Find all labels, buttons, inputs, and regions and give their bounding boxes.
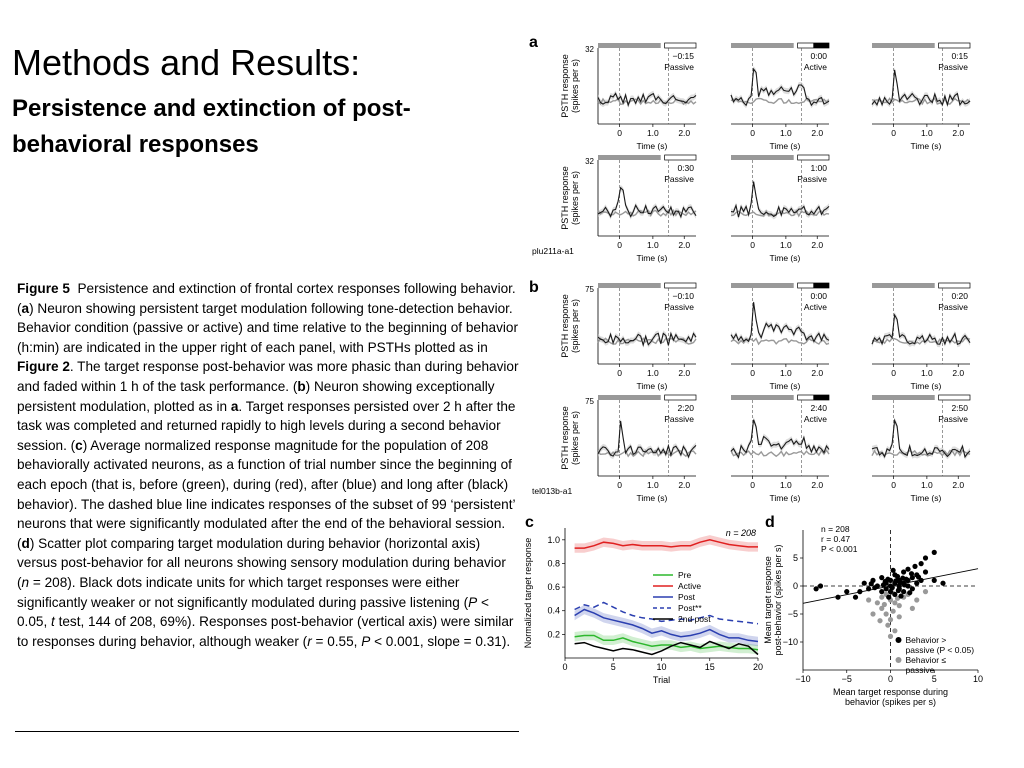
d-point bbox=[902, 582, 907, 587]
d-legend-label-line: passive (P < 0.05) bbox=[905, 645, 975, 655]
x-tick-label: 0 bbox=[617, 368, 622, 378]
x-tick-label: 2.0 bbox=[678, 368, 691, 378]
d-point bbox=[853, 595, 858, 600]
caption-run: ) Average normalized response magnitude for the population of 208 behaviorally activated neurons, as a function of trial number since the beginning of each epoch (that is, before (green), during (red), after (blue) and long after (black) behavior). The dashed blue line indicates responses of the subset of 99 ‘persistent’ neurons that were significantly modulated after the end of the behavioral session. ( bbox=[17, 437, 515, 551]
d-point bbox=[814, 586, 819, 591]
y-axis-label-line: (spikes per s) bbox=[570, 298, 580, 354]
epoch-time-label: −0:10 bbox=[672, 291, 694, 301]
x-axis-label: Time (s) bbox=[636, 253, 668, 263]
d-point bbox=[916, 574, 921, 579]
x-tick-label: 0 bbox=[891, 368, 896, 378]
psth-panel bbox=[560, 395, 696, 503]
panel-d bbox=[763, 514, 983, 707]
x-axis-label: Time (s) bbox=[769, 253, 801, 263]
x-tick-label: 0 bbox=[750, 480, 755, 490]
d-point bbox=[872, 585, 877, 590]
response-window-bar bbox=[798, 155, 829, 160]
active-marker bbox=[813, 43, 829, 48]
caption-run: b bbox=[297, 378, 306, 394]
d-legend-label bbox=[906, 635, 975, 655]
unit-id-b: tel013b-a1 bbox=[532, 486, 573, 496]
x-tick-label: 2.0 bbox=[811, 368, 824, 378]
caption-run: < 0.05, bbox=[17, 594, 489, 630]
c-annotation: n = 208 bbox=[725, 528, 756, 538]
caption-run: P bbox=[468, 594, 478, 610]
d-annotation: r = 0.47 bbox=[821, 534, 851, 544]
d-point bbox=[891, 609, 896, 614]
x-tick-label: 0 bbox=[750, 368, 755, 378]
x-axis-label: Time (s) bbox=[910, 141, 942, 151]
d-point bbox=[882, 602, 887, 607]
d-point bbox=[895, 574, 900, 579]
epoch-time-label: 2:50 bbox=[951, 403, 968, 413]
slide-title: Methods and Results: bbox=[12, 42, 361, 83]
d-point bbox=[879, 589, 884, 594]
d-annotation: P < 0.001 bbox=[821, 544, 858, 554]
y-axis-label-line: (spikes per s) bbox=[570, 170, 580, 226]
d-point bbox=[901, 569, 906, 574]
active-marker bbox=[813, 283, 829, 288]
panel-letter-d: d bbox=[765, 514, 775, 531]
caption-run: ) Neuron showing persistent target modulation following tone-detection behavior. Behavior condition (passive or active) and time relative to the beginning of behavior (h:min) are indicated in the upper right of each panel, with PSTHs plotted as in bbox=[17, 300, 518, 355]
condition-label: Passive bbox=[664, 62, 694, 72]
c-legend-label: Post** bbox=[678, 603, 702, 613]
stimulus-bar bbox=[872, 43, 935, 48]
d-y-tick-label: 5 bbox=[792, 553, 798, 563]
x-tick-label: 2.0 bbox=[678, 480, 691, 490]
stimulus-bar bbox=[872, 283, 935, 288]
caption-run: ) Scatter plot comparing target modulation during behavior (horizontal axis) versus post-behavior for all neurons showing sensory modulation during behavior ( bbox=[17, 535, 506, 590]
y-axis-label-line: (spikes per s) bbox=[570, 410, 580, 466]
d-legend-marker bbox=[896, 657, 902, 663]
x-tick-label: 1.0 bbox=[779, 480, 792, 490]
y-axis-label-line: PSTH response bbox=[560, 54, 570, 118]
panel-c bbox=[523, 514, 763, 685]
x-axis-label: Time (s) bbox=[636, 493, 668, 503]
d-point bbox=[862, 581, 867, 586]
condition-label: Passive bbox=[797, 174, 827, 184]
c-y-tick-label: 1.0 bbox=[547, 534, 560, 545]
d-point bbox=[857, 589, 862, 594]
psth-panel bbox=[560, 43, 696, 151]
y-axis-label bbox=[560, 166, 580, 230]
stimulus-bar bbox=[731, 43, 794, 48]
x-tick-label: 0 bbox=[617, 240, 622, 250]
response-window-bar bbox=[939, 43, 970, 48]
c-y-tick-label: 0.8 bbox=[547, 558, 560, 569]
x-tick-label: 0 bbox=[617, 480, 622, 490]
condition-label: Passive bbox=[664, 302, 694, 312]
y-axis-label-line: (spikes per s) bbox=[570, 58, 580, 114]
panel-letter-a: a bbox=[529, 34, 538, 51]
d-y-axis-label bbox=[763, 544, 783, 655]
d-y-tick-label: −10 bbox=[782, 637, 798, 647]
x-tick-label: 2.0 bbox=[952, 128, 965, 138]
c-x-axis-label: Trial bbox=[652, 675, 671, 685]
figure-label: Figure 5 bbox=[17, 281, 70, 296]
x-axis-label: Time (s) bbox=[910, 381, 942, 391]
stimulus-bar bbox=[731, 395, 794, 400]
d-point bbox=[879, 595, 884, 600]
y-axis-label-line: PSTH response bbox=[560, 166, 570, 230]
x-axis-label: Time (s) bbox=[636, 141, 668, 151]
caption-run: r bbox=[307, 633, 312, 649]
d-point bbox=[869, 581, 874, 586]
epoch-time-label: 0:20 bbox=[951, 291, 968, 301]
condition-label: Passive bbox=[938, 62, 968, 72]
x-tick-label: 2.0 bbox=[678, 128, 691, 138]
x-tick-label: 2.0 bbox=[811, 128, 824, 138]
x-tick-label: 1.0 bbox=[646, 480, 659, 490]
c-y-tick-label: 0.4 bbox=[547, 605, 560, 616]
d-legend-label-line: Behavior > bbox=[905, 635, 947, 645]
d-point bbox=[940, 581, 945, 586]
stimulus-bar bbox=[598, 283, 661, 288]
x-tick-label: 0 bbox=[750, 128, 755, 138]
condition-label: Active bbox=[803, 302, 827, 312]
caption-run: c bbox=[75, 437, 83, 453]
d-point bbox=[919, 561, 924, 566]
stimulus-bar bbox=[731, 283, 794, 288]
psth-panel bbox=[731, 283, 829, 391]
d-point bbox=[923, 569, 928, 574]
d-x-tick-label: 5 bbox=[931, 674, 937, 684]
d-x-axis-label-line: Mean target response during bbox=[832, 687, 949, 697]
d-y-tick-label: −5 bbox=[787, 609, 798, 619]
d-point bbox=[912, 564, 917, 569]
condition-label: Passive bbox=[664, 174, 694, 184]
x-tick-label: 0 bbox=[750, 240, 755, 250]
d-point bbox=[914, 597, 919, 602]
x-tick-label: 1.0 bbox=[779, 240, 792, 250]
d-point bbox=[896, 588, 901, 593]
d-point bbox=[879, 575, 884, 580]
y-axis-label-line: PSTH response bbox=[560, 294, 570, 358]
caption-run: = 208). Black dots indicate units for which target responses were either significantly weaker or not significantly modulated during passive listening ( bbox=[17, 574, 469, 610]
d-point bbox=[870, 611, 875, 616]
response-window-bar bbox=[665, 43, 696, 48]
psth-panel bbox=[731, 395, 829, 503]
caption-run: test, 144 of 208, 69%). Responses post-behavior (vertical axis) were similar to responses during behavior, although weaker ( bbox=[17, 614, 514, 649]
epoch-time-label: 0:00 bbox=[810, 291, 827, 301]
y-axis-label-line: PSTH response bbox=[560, 406, 570, 470]
d-legend-label-line: Behavior ≤ bbox=[905, 655, 947, 665]
y-axis-label bbox=[560, 294, 580, 358]
d-y-axis-label-line: post-behavior (spikes per s) bbox=[773, 544, 783, 656]
d-legend-label bbox=[906, 655, 947, 675]
d-point bbox=[888, 634, 893, 639]
y-tick-label: 32 bbox=[585, 45, 594, 54]
d-point bbox=[932, 550, 937, 555]
response-window-bar bbox=[665, 283, 696, 288]
d-point bbox=[891, 568, 896, 573]
d-point bbox=[897, 614, 902, 619]
d-point bbox=[892, 600, 897, 605]
x-axis-label: Time (s) bbox=[910, 493, 942, 503]
psth-panel bbox=[731, 155, 829, 263]
caption-run: Figure 2 bbox=[17, 359, 70, 375]
d-point bbox=[923, 555, 928, 560]
condition-label: Passive bbox=[938, 414, 968, 424]
response-window-bar bbox=[939, 283, 970, 288]
caption-run: ) Neuron showing exceptionally persistent modulation, plotted as in bbox=[17, 378, 495, 414]
epoch-time-label: −0:15 bbox=[672, 51, 694, 61]
x-tick-label: 2.0 bbox=[811, 240, 824, 250]
d-point bbox=[892, 592, 897, 597]
stimulus-bar bbox=[872, 395, 935, 400]
d-point bbox=[818, 583, 823, 588]
caption-run: t bbox=[51, 614, 55, 630]
x-tick-label: 2.0 bbox=[811, 480, 824, 490]
psth-panel bbox=[560, 283, 696, 391]
x-tick-label: 2.0 bbox=[952, 480, 965, 490]
d-point bbox=[866, 597, 871, 602]
x-tick-label: 1.0 bbox=[779, 368, 792, 378]
c-y-axis-label: Normalized target response bbox=[523, 537, 533, 649]
response-window-bar bbox=[939, 395, 970, 400]
y-tick-label: 32 bbox=[585, 157, 594, 166]
d-y-axis-label-line: Mean target response bbox=[763, 556, 773, 644]
condition-label: Active bbox=[803, 414, 827, 424]
c-x-tick-label: 15 bbox=[704, 662, 715, 672]
caption-run: . Target responses persisted over 2 h after the task was completed and returned rapidly to high levels during a second behavior session. ( bbox=[17, 398, 516, 453]
d-point bbox=[909, 571, 914, 576]
caption-run: = 0.55, bbox=[311, 633, 362, 649]
caption-run: ( bbox=[17, 300, 22, 316]
d-point bbox=[907, 590, 912, 595]
condition-label: Active bbox=[803, 62, 827, 72]
y-tick-label: 75 bbox=[585, 285, 594, 294]
c-x-tick-label: 10 bbox=[656, 662, 667, 672]
stimulus-bar bbox=[598, 155, 661, 160]
psth-panel bbox=[731, 43, 829, 151]
d-point bbox=[875, 600, 880, 605]
d-x-tick-label: 10 bbox=[972, 674, 984, 684]
d-point bbox=[923, 589, 928, 594]
x-tick-label: 1.0 bbox=[646, 368, 659, 378]
caption-run: d bbox=[21, 535, 30, 551]
epoch-time-label: 0:30 bbox=[677, 163, 694, 173]
d-point bbox=[885, 623, 890, 628]
d-point bbox=[905, 567, 910, 572]
psth-panel bbox=[560, 155, 696, 263]
d-point bbox=[888, 617, 893, 622]
c-legend-label: 2nd post bbox=[678, 614, 711, 624]
d-x-tick-label: −5 bbox=[841, 674, 852, 684]
caption-run: . The target response post-behavior was more phasic than during behavior and faded within 1 h of the task performance. ( bbox=[17, 359, 519, 394]
c-legend-label: Pre bbox=[678, 570, 692, 580]
active-marker bbox=[813, 395, 829, 400]
caption-run: n bbox=[21, 574, 30, 590]
c-y-tick-label: 0.6 bbox=[547, 582, 560, 593]
x-tick-label: 1.0 bbox=[646, 240, 659, 250]
d-point bbox=[883, 579, 888, 584]
d-point bbox=[893, 578, 898, 583]
c-x-tick-label: 20 bbox=[752, 662, 764, 672]
x-tick-label: 1.0 bbox=[779, 128, 792, 138]
x-tick-label: 2.0 bbox=[952, 368, 965, 378]
d-x-tick-label: 0 bbox=[887, 674, 894, 684]
d-annotation: n = 208 bbox=[821, 524, 850, 534]
x-tick-label: 1.0 bbox=[920, 128, 933, 138]
x-axis-label: Time (s) bbox=[769, 141, 801, 151]
condition-label: Passive bbox=[938, 302, 968, 312]
x-tick-label: 0 bbox=[891, 480, 896, 490]
d-point bbox=[866, 586, 871, 591]
panel-letter-c: c bbox=[525, 514, 534, 531]
figure-caption-title: Persistence and extinction of frontal cortex responses following behavior. bbox=[77, 281, 516, 296]
psth-panel bbox=[872, 283, 970, 391]
psth-panel bbox=[872, 43, 970, 151]
x-tick-label: 1.0 bbox=[920, 480, 933, 490]
d-legend-marker bbox=[896, 637, 902, 643]
d-x-axis-label-line: behavior (spikes per s) bbox=[844, 697, 937, 707]
response-window-bar bbox=[665, 395, 696, 400]
psth-panel bbox=[872, 395, 970, 503]
d-x-axis-label bbox=[833, 687, 948, 707]
d-point bbox=[884, 611, 889, 616]
d-point bbox=[914, 581, 919, 586]
x-tick-label: 1.0 bbox=[920, 368, 933, 378]
d-point bbox=[900, 576, 905, 581]
d-point bbox=[932, 578, 937, 583]
epoch-time-label: 2:40 bbox=[810, 403, 827, 413]
unit-id-a: plu211a-a1 bbox=[532, 246, 574, 256]
d-point bbox=[898, 593, 903, 598]
x-axis-label: Time (s) bbox=[636, 381, 668, 391]
x-axis-label: Time (s) bbox=[769, 493, 801, 503]
response-window-bar bbox=[665, 155, 696, 160]
psth-trace bbox=[731, 420, 829, 458]
panel-letter-b: b bbox=[529, 279, 539, 296]
x-tick-label: 0 bbox=[617, 128, 622, 138]
d-legend-label-line: passive bbox=[905, 665, 935, 675]
caption-run: P bbox=[361, 633, 371, 649]
caption-run: a bbox=[230, 398, 239, 414]
c-x-tick-label: 5 bbox=[610, 662, 616, 672]
condition-label: Passive bbox=[664, 414, 694, 424]
caption-run: < 0.001, slope = 0.31). bbox=[370, 633, 511, 649]
d-point bbox=[910, 606, 915, 611]
epoch-time-label: 1:00 bbox=[810, 163, 827, 173]
y-axis-label bbox=[560, 406, 580, 470]
y-axis-label bbox=[560, 54, 580, 118]
stimulus-bar bbox=[598, 43, 661, 48]
d-point bbox=[890, 585, 895, 590]
epoch-time-label: 0:15 bbox=[951, 51, 968, 61]
d-point bbox=[835, 595, 840, 600]
x-axis-label: Time (s) bbox=[769, 381, 801, 391]
d-y-tick-label: 0 bbox=[792, 581, 798, 591]
y-tick-label: 75 bbox=[585, 397, 594, 406]
d-point bbox=[844, 589, 849, 594]
d-point bbox=[877, 618, 882, 623]
d-point bbox=[886, 595, 891, 600]
d-point bbox=[892, 628, 897, 633]
x-tick-label: 2.0 bbox=[678, 240, 691, 250]
d-x-tick-label: −10 bbox=[795, 674, 811, 684]
slide-subtitle: Persistence and extinction of post-behavioral responses bbox=[12, 95, 411, 158]
stimulus-bar bbox=[598, 395, 661, 400]
d-point bbox=[897, 603, 902, 608]
epoch-time-label: 0:00 bbox=[810, 51, 827, 61]
c-y-tick-label: 0.2 bbox=[547, 629, 560, 640]
caption-run: a bbox=[21, 300, 30, 316]
c-legend-label: Active bbox=[678, 581, 702, 591]
c-x-tick-label: 0 bbox=[562, 662, 568, 672]
c-legend-label: Post bbox=[678, 592, 696, 602]
x-tick-label: 1.0 bbox=[646, 128, 659, 138]
stimulus-bar bbox=[731, 155, 794, 160]
epoch-time-label: 2:20 bbox=[677, 403, 694, 413]
d-point bbox=[901, 589, 906, 594]
x-tick-label: 0 bbox=[891, 128, 896, 138]
